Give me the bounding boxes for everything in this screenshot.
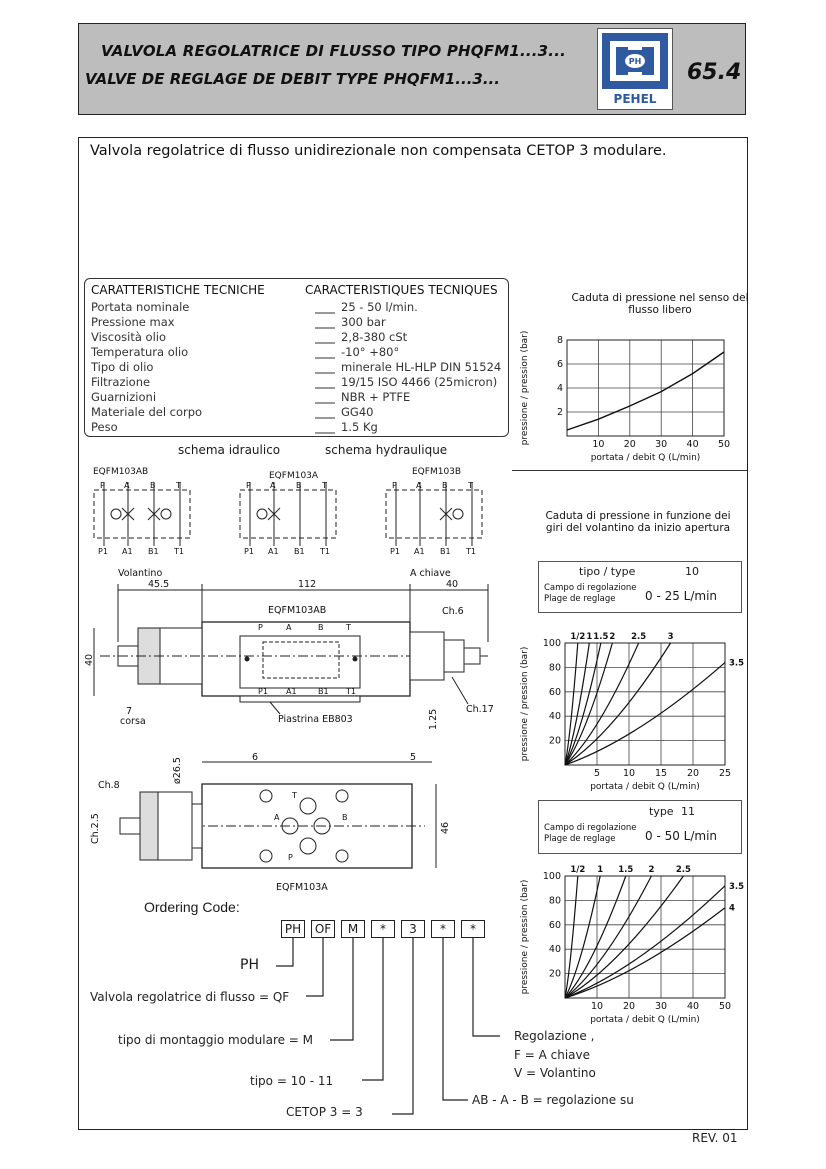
port-label: T1 xyxy=(174,547,184,556)
type11-value: 11 xyxy=(681,805,695,818)
dim-40: 40 xyxy=(446,579,459,590)
chart1-title: Caduta di pressione nel senso del flusso libero xyxy=(571,292,749,316)
chart2-title: Caduta di pressione in funzione dei giri del volantino da inizio apertura xyxy=(545,510,731,534)
type10-range: 0 - 25 L/min xyxy=(645,589,718,603)
plot-frame xyxy=(565,876,725,998)
y-tick-label: 100 xyxy=(542,871,561,882)
series-label: 1 xyxy=(597,865,604,875)
ch-2-5-label: Ch.2.5 xyxy=(90,813,101,844)
port-label: B xyxy=(296,481,302,490)
port-label: T xyxy=(176,481,181,490)
ordering-label-tipo: tipo = 10 - 11 xyxy=(250,1074,334,1088)
x-tick-label: 40 xyxy=(686,439,699,450)
type11-range: 0 - 50 L/min xyxy=(645,829,718,843)
x-tick-label: 10 xyxy=(622,768,636,779)
spec-label: Temperatura olio xyxy=(91,345,189,359)
y-tick-label: 8 xyxy=(556,335,563,346)
specs-box xyxy=(84,278,509,437)
ch-6-label: Ch.6 xyxy=(442,606,464,617)
port-label: B xyxy=(150,481,156,490)
x-tick-label: 5 xyxy=(593,768,601,779)
series-label: 3 xyxy=(667,632,674,642)
stroke-label: corsa xyxy=(120,716,146,727)
svg-text:B: B xyxy=(342,813,348,822)
svg-text:B: B xyxy=(318,623,324,632)
svg-text:B1: B1 xyxy=(318,687,329,696)
dim-45-5: 45.5 xyxy=(148,579,170,590)
order-box: M xyxy=(341,920,365,938)
x-axis-label: portata / debit Q (L/min) xyxy=(590,782,700,792)
series-label: 1 xyxy=(586,632,593,642)
series-label: 4 xyxy=(729,903,735,914)
spec-label: Materiale del corpo xyxy=(91,405,203,419)
chart-type10 xyxy=(515,615,750,793)
x-tick-label: 20 xyxy=(686,768,700,779)
svg-text:T: T xyxy=(292,791,297,800)
x-tick-label: 40 xyxy=(686,1001,700,1012)
spec-label: Portata nominale xyxy=(91,300,190,314)
type11-label: type xyxy=(649,805,674,818)
series-label: 2.5 xyxy=(675,865,691,875)
spec-value: 300 bar xyxy=(341,315,386,329)
spec-label: Pressione max xyxy=(91,315,175,329)
port-label: A xyxy=(416,481,422,490)
port-label: P xyxy=(100,481,105,490)
ordering-label-m: tipo di montaggio modulare = M xyxy=(118,1033,314,1047)
x-tick-label: 10 xyxy=(590,1001,604,1012)
series-label: 1/2 xyxy=(570,632,586,642)
regolazione-f: F = A chiave xyxy=(514,1048,590,1062)
regolazione-v: V = Volantino xyxy=(514,1066,596,1080)
spec-value: 2,8-380 cSt xyxy=(341,330,408,344)
spec-label: Viscosità olio xyxy=(91,330,167,344)
symbol-name: EQFM103AB xyxy=(93,467,149,477)
pehel-logo-icon xyxy=(598,29,672,109)
port-label: P1 xyxy=(244,547,254,556)
svg-text:A1: A1 xyxy=(286,687,297,696)
order-box: * xyxy=(461,920,485,938)
x-tick-label: 20 xyxy=(623,439,636,450)
model-label: EQFM103A xyxy=(276,882,328,893)
schema-label-fr: schema hydraulique xyxy=(325,443,448,457)
y-tick-label: 60 xyxy=(548,919,561,931)
port-label: B1 xyxy=(148,547,159,556)
plate-label: Piastrina EB803 xyxy=(278,714,353,725)
port-label: A1 xyxy=(414,547,425,556)
dim-5: 5 xyxy=(410,752,417,763)
symbol-eqfm103b xyxy=(386,467,482,556)
y-tick-label: 40 xyxy=(548,711,561,723)
dia-26-5: ø26.5 xyxy=(172,757,183,784)
port-label: P xyxy=(392,481,397,490)
series-label: 3.5 xyxy=(729,658,745,669)
y-tick-label: 100 xyxy=(542,638,561,649)
spec-value: 1.5 Kg xyxy=(341,420,378,434)
y-tick-label: 6 xyxy=(556,359,563,370)
x-tick-label: 15 xyxy=(654,768,668,779)
specs-heading-fr: CARACTERISTIQUES TECNIQUES xyxy=(305,283,498,297)
ordering-label-qf: Valvola regolatrice di flusso = QF xyxy=(90,990,290,1004)
dim-46: 46 xyxy=(440,821,451,834)
logo-initials: PH xyxy=(628,57,642,66)
y-tick-label: 2 xyxy=(556,407,563,418)
y-tick-label: 20 xyxy=(548,735,561,747)
svg-text:P1: P1 xyxy=(258,687,268,696)
title-italian: VALVOLA REGOLATRICE DI FLUSSO TIPO PHQFM1...3... xyxy=(101,42,566,60)
order-box: 3 xyxy=(401,920,425,938)
dim-1-25: 1.25 xyxy=(428,708,439,730)
port-label: T xyxy=(468,481,473,490)
page-number: 65.4 xyxy=(687,60,742,85)
type10-value: 10 xyxy=(685,565,699,578)
port-label: A xyxy=(270,481,276,490)
y-axis-label: pressione / pression (bar) xyxy=(520,879,530,995)
specs-heading-it: CARATTERISTICHE TECNICHE xyxy=(91,283,265,297)
chart-free-flow xyxy=(515,320,745,470)
revision-label: REV. 01 xyxy=(692,1131,738,1145)
dim-height: 40 xyxy=(84,653,95,666)
regolazione-title: Regolazione , xyxy=(514,1029,595,1043)
dim-6: 6 xyxy=(252,752,259,763)
port-label: P1 xyxy=(390,547,400,556)
range-box-type10 xyxy=(538,561,742,613)
spec-value: GG40 xyxy=(341,405,374,419)
x-tick-label: 10 xyxy=(592,439,605,450)
order-box: * xyxy=(431,920,455,938)
svg-text:A: A xyxy=(274,813,280,822)
type10-label: tipo / type xyxy=(579,565,636,578)
spec-label: Guarnizioni xyxy=(91,390,157,404)
pehel-logo xyxy=(597,28,673,110)
specs-labels xyxy=(91,300,202,435)
ordering-label-cetop: CETOP 3 = 3 xyxy=(286,1105,363,1119)
ch-17-label: Ch.17 xyxy=(466,704,494,715)
order-box: * xyxy=(371,920,395,938)
campo-it: Campo di regolazione xyxy=(544,823,637,833)
spec-value: NBR + PTFE xyxy=(341,390,411,404)
dim-stroke: 7 xyxy=(126,706,133,717)
series-label: 1/2 xyxy=(570,865,586,875)
spec-value: 25 - 50 l/min. xyxy=(341,300,418,314)
ordering-connectors xyxy=(80,938,500,1118)
symbol-name: EQFM103B xyxy=(412,467,462,477)
campo-fr: Plage de reglage xyxy=(544,594,616,604)
campo-it: Campo di regolazione xyxy=(544,583,637,593)
port-label: B xyxy=(442,481,448,490)
port-label: T1 xyxy=(466,547,476,556)
spec-label: Peso xyxy=(91,420,118,434)
logo-text: PEHEL xyxy=(613,92,657,106)
series-curve xyxy=(565,643,589,765)
hydraulic-symbols xyxy=(86,462,496,558)
x-tick-label: 30 xyxy=(655,439,668,450)
symbol-eqfm103ab xyxy=(93,467,190,556)
series-label: 2.5 xyxy=(631,632,647,642)
x-tick-label: 20 xyxy=(622,1001,636,1012)
port-label: P xyxy=(246,481,251,490)
y-tick-label: 40 xyxy=(548,944,561,956)
svg-text:T: T xyxy=(346,623,351,632)
port-label: A xyxy=(124,481,130,490)
column-divider xyxy=(512,470,747,471)
intro-text: Valvola regolatrice di flusso unidirezionale non compensata CETOP 3 modulare. xyxy=(90,143,667,159)
technical-drawing-top xyxy=(80,748,470,896)
symbol-name: EQFM103A xyxy=(269,471,319,481)
spec-leader-lines xyxy=(313,300,343,436)
ordering-title: Ordering Code: xyxy=(144,899,240,915)
label-a-chiave: A chiave xyxy=(410,568,451,579)
symbol-eqfm103a xyxy=(240,471,336,556)
series-label: 2 xyxy=(648,865,655,875)
ch-8-label: Ch.8 xyxy=(98,780,120,791)
port-label: T xyxy=(322,481,327,490)
specs-values xyxy=(341,300,501,435)
header-banner xyxy=(78,23,746,115)
y-axis-label: pressione / pression (bar) xyxy=(520,330,530,446)
x-axis-label: portata / debit Q (L/min) xyxy=(590,1015,700,1025)
schema-label-it: schema idraulico xyxy=(178,443,281,457)
port-label: P1 xyxy=(98,547,108,556)
series-curve xyxy=(565,876,578,998)
spec-value: minerale HL-HLP DIN 51524 xyxy=(341,360,502,374)
label-volantino: Volantino xyxy=(118,568,163,579)
y-axis-label: pressione / pression (bar) xyxy=(520,646,530,762)
chart-type11 xyxy=(515,858,750,1028)
order-box: PH xyxy=(281,920,305,938)
svg-text:T1: T1 xyxy=(346,687,356,696)
model-label: EQFM103AB xyxy=(268,605,327,616)
series-curve xyxy=(565,876,600,998)
x-tick-label: 30 xyxy=(654,1001,668,1012)
series-label: 2 xyxy=(609,632,616,642)
spec-label: Tipo di olio xyxy=(91,360,154,374)
y-tick-label: 4 xyxy=(556,383,563,394)
x-tick-label: 50 xyxy=(717,439,731,450)
svg-text:A: A xyxy=(286,623,292,632)
title-french: VALVE DE REGLAGE DE DEBIT TYPE PHQFM1...3... xyxy=(85,70,500,88)
y-tick-label: 60 xyxy=(548,686,561,698)
ordering-label-ph: PH xyxy=(240,957,259,973)
x-tick-label: 50 xyxy=(718,1001,732,1012)
port-label: B1 xyxy=(440,547,451,556)
y-tick-label: 20 xyxy=(548,968,561,980)
regolazione-ab: AB - A - B = regolazione su xyxy=(472,1093,634,1107)
campo-fr: Plage de reglage xyxy=(544,834,616,844)
series-label: 3.5 xyxy=(729,881,745,892)
spec-value: 19/15 ISO 4466 (25micron) xyxy=(341,375,498,389)
range-box-type11 xyxy=(538,800,742,854)
technical-drawing-side xyxy=(80,562,500,732)
y-tick-label: 80 xyxy=(548,662,561,674)
port-label: A1 xyxy=(268,547,279,556)
dim-112: 112 xyxy=(298,579,317,590)
spec-label: Filtrazione xyxy=(91,375,151,389)
series-label: 1.5 xyxy=(593,632,609,642)
x-tick-label: 25 xyxy=(718,768,732,779)
port-label: A1 xyxy=(122,547,133,556)
svg-text:P: P xyxy=(288,853,293,862)
port-label: B1 xyxy=(294,547,305,556)
svg-text:P: P xyxy=(258,623,263,632)
y-tick-label: 80 xyxy=(548,895,561,907)
port-label: T1 xyxy=(320,547,330,556)
spec-value: -10° +80° xyxy=(341,345,400,359)
order-box: OF xyxy=(311,920,335,938)
series-label: 1.5 xyxy=(618,865,634,875)
x-axis-label: portata / debit Q (L/min) xyxy=(590,453,701,463)
